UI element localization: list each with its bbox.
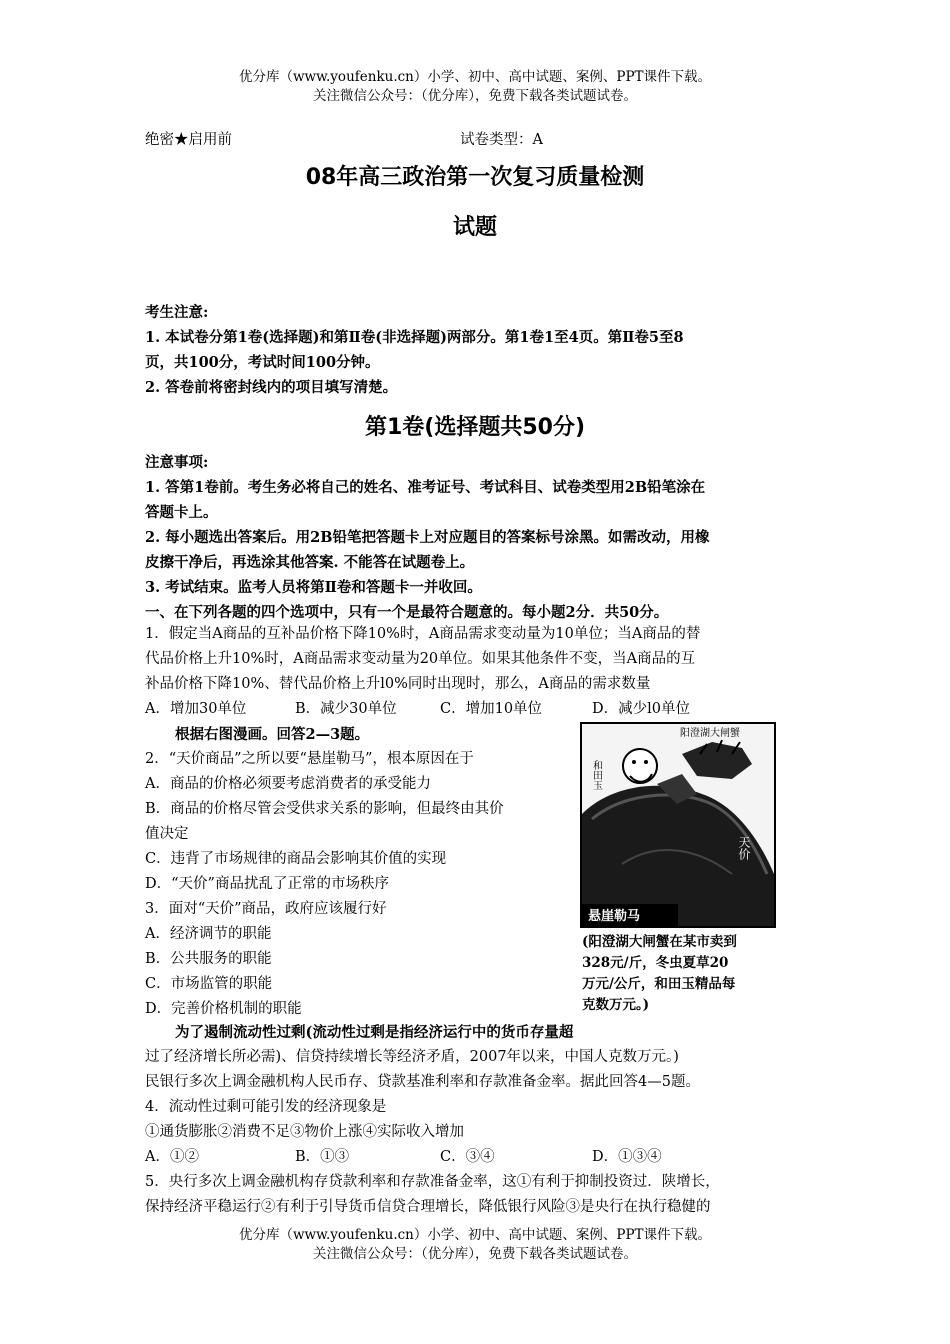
cartoon-price-label: 天价 — [737, 836, 751, 860]
q2-option: D．“天价”商品扰乱了正常的市场秩序 — [145, 876, 389, 892]
q1-options — [145, 697, 810, 722]
q3-stem: 3．面对“天价”商品，政府应该履行好 — [145, 901, 387, 917]
caption-line: (阳澄湖大闸蟹在某市卖到 — [582, 934, 737, 950]
cartoon-crab-label: 阳澄湖大闸蟹 — [680, 728, 740, 739]
caption-line: 克数万元。) — [582, 997, 650, 1013]
q5-line: 保持经济平稳运行②有利于引导货币信贷合理增长，降低银行风险③是央行在执行稳健的 — [145, 1199, 711, 1215]
notes-line: 3. 考试结束。监考人员将第Ⅱ卷和答题卡一并收回。 — [145, 579, 482, 596]
q5-line: 5．央行多次上调金融机构存贷款利率和存款准备金率，这①有利于抑制投资过．陕增长， — [145, 1174, 720, 1190]
q2-option: A．商品的价格必须要考虑消费者的承受能力 — [145, 776, 431, 792]
q1-option-c: C．增加10单位 — [440, 701, 543, 717]
notes-heading: 注意事项: — [145, 454, 209, 471]
q1-line: 代品价格上升10%时，A商品需求变动量为20单位。如果其他条件不变，当A商品的互 — [145, 651, 696, 667]
q3-option: D．完善价格机制的职能 — [145, 1001, 302, 1017]
cartoon-caption — [582, 932, 782, 1016]
notes-line: 1. 答第1卷前。考生务必将自己的姓名、准考证号、考试科目、试卷类型用2B铅笔涂在 — [145, 479, 706, 496]
q4-option-c: C．③④ — [440, 1149, 495, 1165]
paper-type: 试卷类型：A — [460, 132, 543, 148]
exam-meta — [145, 128, 845, 149]
cartoon-jade-label: 和田玉 — [590, 760, 602, 790]
cartoon-image — [580, 722, 776, 928]
questions-4-5-intro — [145, 1020, 810, 1095]
notice-line: 2. 答卷前将密封线内的项目填写清楚。 — [145, 379, 398, 396]
q4-stem: 4．流动性过剩可能引发的经济现象是 — [145, 1099, 387, 1115]
cartoon-illustration — [582, 724, 774, 926]
caption-line: 328元/斤，冬虫夏草20 — [582, 955, 729, 971]
footer-line-2: 关注微信公众号：（优分库），免费下载各类试题试卷。 — [313, 1246, 637, 1262]
page-subtitle: 试题 — [452, 215, 497, 240]
q4-options — [145, 1145, 810, 1170]
question-5 — [145, 1170, 810, 1220]
notes-line: 答题卡上。 — [145, 504, 218, 521]
q1-line: 1．假定当A商品的互补品价格下降10%时，A商品需求变动量为10单位；当A商品的替 — [145, 626, 701, 642]
page-footer — [0, 1226, 950, 1264]
caption-line: 万元/公斤，和田玉精品每 — [582, 976, 736, 992]
footer-line-1: 优分库（www.youfenku.cn）小学、初中、高中试题、案例、PPT课件下载。 — [238, 1227, 712, 1243]
candidate-notice — [145, 300, 810, 400]
part-heading: 一、在下列各题的四个选项中，只有一个是最符合题意的。每小题2分．共50分。 — [145, 604, 669, 621]
q2-stem: 2．“天价商品”之所以要“悬崖勒马”，根本原因在于 — [145, 751, 474, 767]
question-4 — [145, 1095, 810, 1170]
q1-line: 补品价格下降10%、替代品价格上升l0%同时出现时，那么，A商品的需求数量 — [145, 676, 651, 692]
q4-sub: ①通货膨胀②消费不足③物价上涨④实际收入增加 — [145, 1124, 464, 1140]
q3-option: A．经济调节的职能 — [145, 926, 272, 942]
question-1 — [145, 622, 810, 722]
q3-option: C．市场监管的职能 — [145, 976, 273, 992]
q1-option-d: D．减少l0单位 — [592, 701, 690, 717]
notice-heading: 考生注意: — [145, 304, 209, 321]
header-line-1: 优分库（www.youfenku.cn）小学、初中、高中试题、案例、PPT课件下载。 — [238, 69, 712, 85]
section-notes — [145, 450, 810, 625]
notice-line: 页，共100分，考试时间100分钟。 — [145, 354, 380, 371]
q2-option: 值决定 — [145, 826, 189, 842]
intro-line: 过了经济增长所必需)、信贷持续增长等经济矛盾，2007年以来，中国人克数万元。) — [145, 1049, 679, 1065]
section-title: 第1卷(选择题共50分) — [364, 415, 586, 440]
questions-2-3 — [145, 722, 570, 1022]
q2-option: C．违背了市场规律的商品会影响其价值的实现 — [145, 851, 447, 867]
notes-line: 2. 每小题选出答案后。用2B铅笔把答题卡上对应题目的答案标号涂黑。如需改动，用橡 — [145, 529, 710, 546]
q4-option-a: A．①② — [145, 1149, 199, 1165]
secret-label: 绝密★启用前 — [145, 132, 232, 148]
notice-line: 1. 本试卷分第1卷(选择题)和第Ⅱ卷(非选择题)两部分。第1卷1至4页。第Ⅱ卷5至8 — [145, 329, 684, 346]
q1-option-b: B．减少30单位 — [295, 701, 397, 717]
q1-option-a: A．增加30单位 — [145, 701, 247, 717]
header-line-2: 关注微信公众号：（优分库），免费下载各类试题试卷。 — [313, 88, 637, 104]
intro-line: 为了遏制流动性过剩(流动性过剩是指经济运行中的货币存量超 — [175, 1024, 574, 1041]
q3-option: B．公共服务的职能 — [145, 951, 272, 967]
cartoon-banner: 悬崖勒马 — [588, 909, 641, 924]
q2-option: B．商品的价格尽管会受供求关系的影响，但最终由其价 — [145, 801, 504, 817]
page-title: 08年高三政治第一次复习质量检测 — [305, 165, 645, 190]
intro-line: 民银行多次上调金融机构人民币存、贷款基准利率和存款准备金率。据此回答4—5题。 — [145, 1074, 700, 1090]
cartoon-intro: 根据右图漫画。回答2—3题。 — [175, 726, 370, 743]
page-header — [0, 68, 950, 106]
q4-option-d: D．①③④ — [592, 1149, 662, 1165]
notes-line: 皮擦干净后，再选涂其他答案. 不能答在试题卷上。 — [145, 554, 475, 571]
q4-option-b: B．①③ — [295, 1149, 350, 1165]
